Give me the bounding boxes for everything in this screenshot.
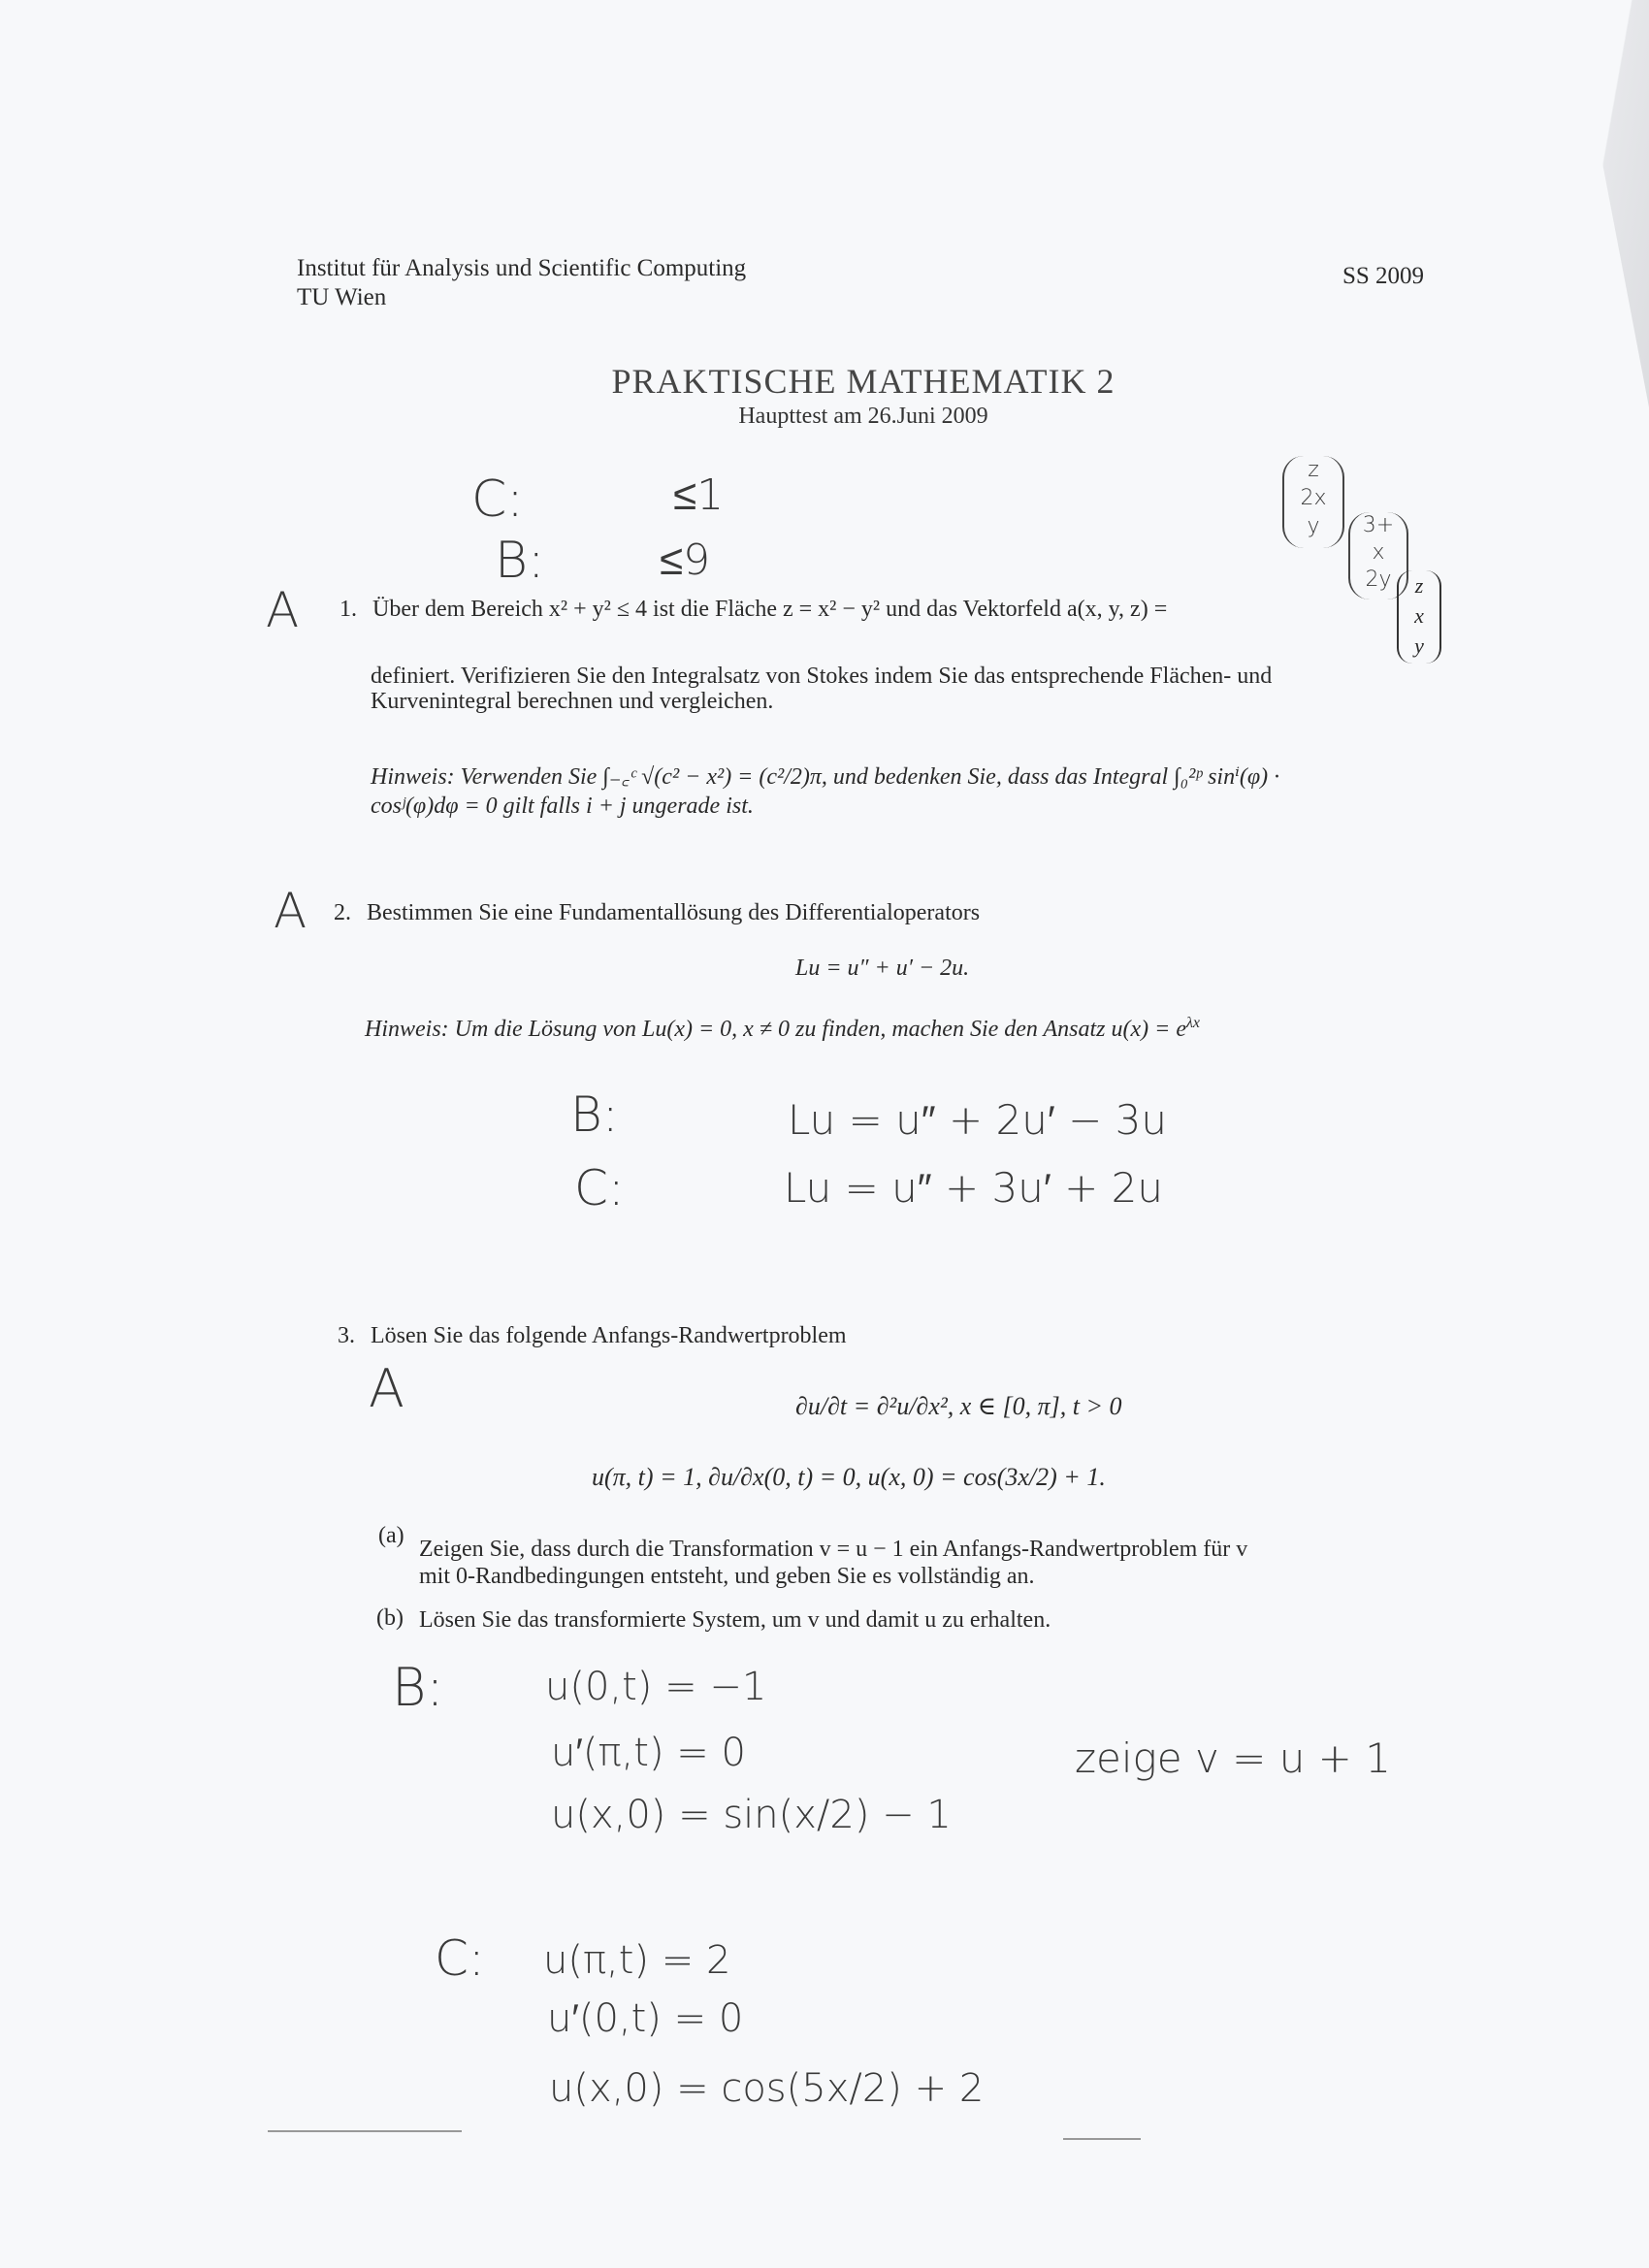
- institute-name: Institut für Analysis und Scientific Computing: [297, 255, 747, 281]
- problem3-item-a-line2: mit 0-Randbedingungen entsteht, und geben Sie es vollständig an.: [419, 1564, 1035, 1589]
- footer-rule-right: [1063, 2138, 1141, 2140]
- hw-vector-b: z 2x y: [1282, 456, 1344, 548]
- problem3-hw-b-line3: u(x,0) = sin(x/2) − 1: [551, 1793, 952, 1837]
- problem3-hw-b-line1: u(0,t) = −1: [545, 1665, 767, 1709]
- problem1-text-2: definiert. Verifizieren Sie den Integralsatz von Stokes indem Sie das entsprechende Flächen- und: [371, 664, 1273, 689]
- problem3-conditions: u(π, t) = 1, ∂u/∂x(0, t) = 0, u(x, 0) = cos(3x/2) + 1.: [592, 1463, 1106, 1491]
- problem3-hw-c-line1: u(π,t) = 2: [543, 1938, 731, 1983]
- hw-b-value: ≤9: [660, 535, 711, 585]
- problem3-item-b-label: (b): [376, 1605, 404, 1631]
- problem2-hw-b-label: B:: [570, 1086, 619, 1143]
- page-title: PRAKTISCHE MATHEMATIK 2: [611, 362, 1116, 401]
- problem1-text-1: Über dem Bereich x² + y² ≤ 4 ist die Fläche z = x² − y² und das Vektorfeld a(x, y, z) =: [372, 597, 1168, 622]
- problem2-number: 2.: [334, 900, 351, 925]
- problem1-hint-2: cosʲ(φ)dφ = 0 gilt falls i + j ungerade ist.: [371, 794, 754, 819]
- problem3-hw-c-line3: u(x,0) = cos(5x/2) + 2: [549, 2066, 985, 2111]
- problem3-hw-b-line2: u′(π,t) = 0: [551, 1731, 746, 1775]
- problem3-hw-b-note: zeige v = u + 1: [1075, 1734, 1391, 1782]
- hw-vector-c: 3+ x 2y: [1348, 512, 1408, 599]
- problem3-pde: ∂u/∂t = ∂²u/∂x², x ∈ [0, π], t > 0: [795, 1392, 1122, 1420]
- problem3-hw-c-label: C:: [435, 1930, 485, 1987]
- problem3-marker: A: [369, 1358, 404, 1419]
- problem3-item-b-text: Lösen Sie das transformierte System, um v und damit u zu erhalten.: [419, 1607, 1051, 1633]
- problem3-text: Lösen Sie das folgende Anfangs-Randwertproblem: [371, 1323, 847, 1348]
- university-name: TU Wien: [297, 284, 387, 310]
- hw-c-value: ≤1: [673, 470, 725, 520]
- problem1-number: 1.: [340, 597, 357, 622]
- problem2-equation: Lu = u″ + u′ − 2u.: [795, 956, 970, 981]
- hw-b-label: B:: [495, 532, 545, 590]
- problem2-hw-c-label: C:: [574, 1160, 625, 1216]
- problem2-hint: Hinweis: Um die Lösung von Lu(x) = 0, x ≠ 0 zu finden, machen Sie den Ansatz $u(x) = e^{\lambda x}$: [365, 1015, 1201, 1042]
- problem2-hw-c-eq: Lu = u″ + 3u′ + 2u: [784, 1164, 1164, 1212]
- problem3-item-a-line1: Zeigen Sie, dass durch die Transformation v = u − 1 ein Anfangs-Randwertproblem für v: [419, 1537, 1248, 1562]
- problem3-number: 3.: [338, 1323, 355, 1348]
- semester: SS 2009: [1342, 263, 1425, 289]
- problem1-marker: A: [266, 582, 300, 638]
- problem3-hw-c-line2: u′(0,t) = 0: [547, 1996, 744, 2041]
- footer-rule-left: [268, 2130, 462, 2132]
- problem2-text: Bestimmen Sie eine Fundamentallösung des Differentialoperators: [367, 900, 981, 925]
- hw-c-label: C:: [471, 470, 524, 529]
- problem3-hw-b-label: B:: [392, 1657, 444, 1718]
- page-subtitle: Haupttest am 26.Juni 2009: [738, 404, 988, 429]
- problem1-text-3: Kurvenintegral berechnen und vergleichen.: [371, 689, 774, 714]
- problem3-item-a-label: (a): [378, 1523, 404, 1548]
- page-corner-shadow: [1571, 0, 1649, 407]
- problem1-hint-1: Hinweis: Verwenden Sie ∫₋꜀ᶜ √(c² − x²) = (c²/2)π, und bedenken Sie, dass das Integral ∫₀²ᵖ sinⁱ(φ) ·: [371, 764, 1280, 790]
- problem2-hw-b-eq: Lu = u″ + 2u′ − 3u: [788, 1096, 1168, 1144]
- problem2-marker: A: [274, 883, 307, 939]
- problem1-vector: z x y: [1397, 570, 1441, 664]
